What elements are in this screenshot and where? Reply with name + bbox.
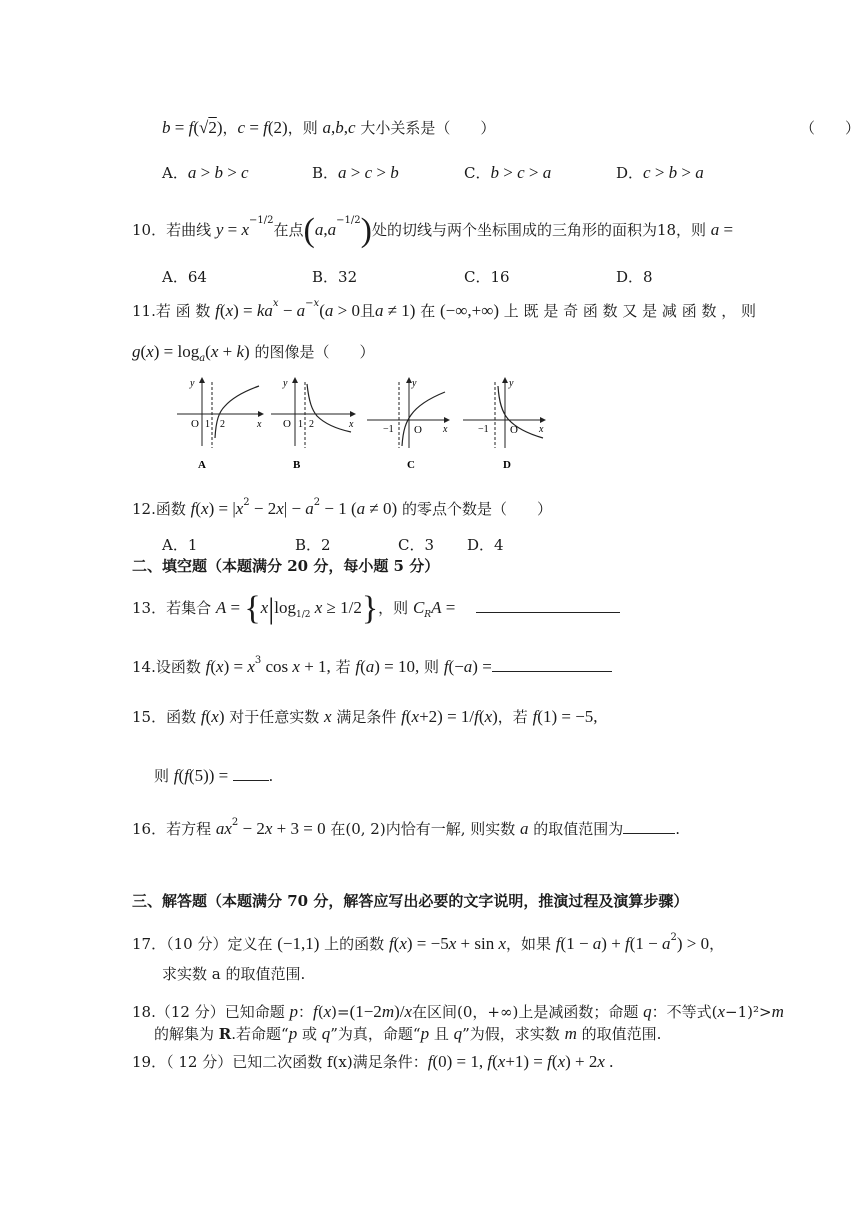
q19-stem: 19．（ 12 分）已知二次函数 f(x)满足条件：f(0) = 1, f(x+1) = f(x) + 2x . (132, 1052, 614, 1071)
q12-stem: 12.函数 $f(x) = |x^2 - 2x| - a^2 - 1$ (a ≠ 0) 的零点个数是（ ） (132, 497, 552, 518)
q11-stem-line2: $g(x) = \log_a(x + k)$ 的图像是（ ） (132, 342, 375, 364)
graph-d-caption: D (503, 459, 511, 471)
graph-b-y-label: y (283, 378, 288, 389)
q10-option-a: A．64 (162, 268, 207, 286)
q12-option-b: B．2 (295, 536, 331, 554)
q16-stem: 16．若方程 $ax^2 - 2x + 3 = 0$ 在(0, 2)内恰有一解, 则实数 a 的取值范围为 . (132, 817, 681, 838)
graph-b-x-label: x (349, 419, 354, 430)
graph-a-tick-2: 2 (220, 419, 225, 430)
q15-stem-line1: 15．函数 f(x) 对于任意实数 x 满足条件 f(x+2) = 1/f(x)，若 f(1) = −5, (132, 707, 598, 726)
q17-stem-line1: 17．（10 分）定义在 (−1,1) 上的函数 f(x) = −5x + sin x，如果 $f(1 - a) + f(1 - a^2) > 0$， (132, 932, 725, 953)
graph-a-caption: A (198, 459, 206, 471)
q14-stem: 14.设函数 $f(x) = x^3$ cos x + 1, 若 f(a) = 10, 则 f(−a) = (132, 654, 612, 677)
graph-d (463, 378, 545, 471)
graph-a-tick-1: 1 (205, 419, 210, 430)
q18-stem-line1: 18.（12 分）已知命题 p：f(x)=(1−2m)/x在区间(0，+∞)上是减函数；命题 q：不等式(x−1)²>m (132, 1002, 784, 1021)
graph-b-origin: O (283, 418, 291, 430)
q9-answer-paren: （ ） (800, 119, 860, 137)
q13-stem: 13．若集合 $A = \{x|\log_{1/2}$ x ≥ 1/2}，则 $C_RA$ = (132, 598, 620, 625)
q15-stem-line2: 则 f(f(5)) = . (154, 766, 274, 785)
graph-d-tick-neg1: −1 (478, 424, 489, 435)
graph-c-x-label: x (443, 424, 448, 435)
q9-option-d: D．c > b > a (616, 163, 704, 182)
graph-a-x-label: x (257, 419, 262, 430)
q10-option-c: C．16 (464, 268, 510, 286)
q9-option-a: A．a > b > c (162, 163, 249, 182)
graph-c-y-label: y (412, 378, 417, 389)
graph-a (177, 378, 263, 471)
graph-c-caption: C (407, 459, 415, 471)
q11-graphs (175, 372, 575, 472)
graph-d-y-label: y (509, 378, 514, 389)
q12-option-d: D．4 (467, 536, 504, 554)
graph-a-origin: O (191, 418, 199, 430)
graph-b-caption: B (293, 459, 301, 471)
graph-d-x-label: x (539, 424, 544, 435)
q9-option-c: C．b > c > a (464, 163, 552, 182)
q10-stem: 10．若曲线 $y = x^{-1/2}$在点$(a,a^{-1/2})$处的切线与两个坐标围成的三角形的面积为18，则 a = (132, 212, 734, 249)
section-3-heading: 三、解答题（本题满分 70 分，解答应写出必要的文字说明，推演过程及演算步骤） (132, 892, 689, 910)
graph-a-y-label: y (190, 378, 195, 389)
q11-stem-line1: 11.若 函 数 $f(x) = ka^x - a^{-x}(a > 0$且a ≠ 1) 在 (−∞,+∞) 上 既 是 奇 函 数 又 是 减 函 数 ， 则 (132, 298, 757, 320)
graph-d-origin: O (510, 424, 518, 436)
graph-b (271, 378, 355, 471)
q9-stem: b = f(√2)，c = f(2)，则 a,b,c 大小关系是（ ） (162, 118, 496, 137)
graph-b-tick-2: 2 (309, 419, 314, 430)
q9-option-b: B．a > c > b (312, 163, 399, 182)
graph-c-tick-neg1: −1 (383, 424, 394, 435)
q18-stem-line2: 的解集为 R.若命题“p 或 q”为真，命题“p 且 q”为假，求实数 m 的取值范围. (154, 1024, 662, 1043)
graph-b-tick-1: 1 (298, 419, 303, 430)
q10-option-d: D．8 (616, 268, 653, 286)
q17-stem-line2: 求实数 a 的取值范围. (162, 965, 306, 983)
q12-option-a: A．1 (162, 536, 198, 554)
q12-option-c: C．3 (398, 536, 435, 554)
graph-c-origin: O (414, 424, 422, 436)
graph-c (367, 378, 449, 471)
q10-option-b: B．32 (312, 268, 358, 286)
section-2-heading: 二、填空题（本题满分 20 分，每小题 5 分） (132, 557, 440, 575)
